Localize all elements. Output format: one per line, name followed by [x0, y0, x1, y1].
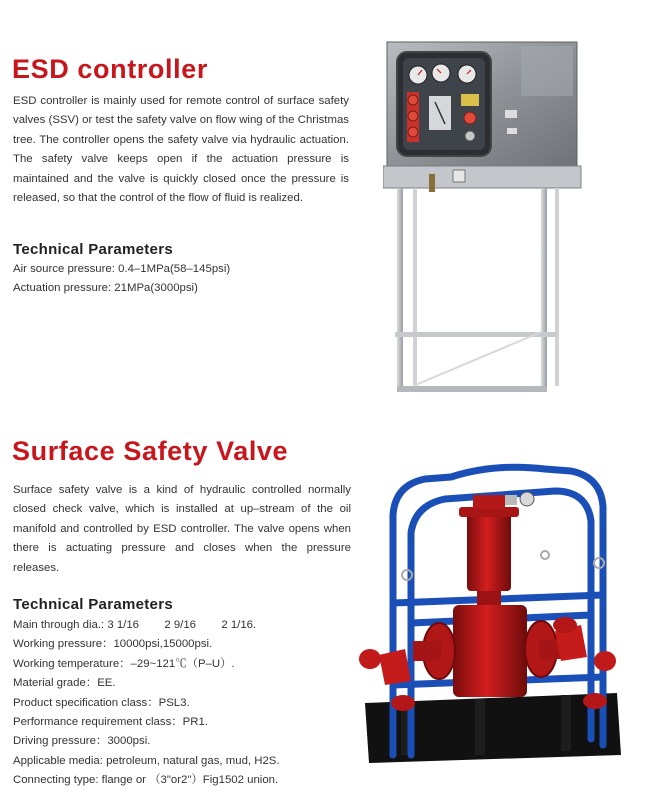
esd-title: ESD controller — [12, 54, 208, 84]
esd-controller-image — [383, 40, 583, 395]
ssv-param-material-grade: Material grade：EE. — [13, 677, 116, 690]
ssv-title: Surface Safety Valve — [12, 436, 289, 466]
ssv-param-media: Applicable media: petroleum, natural gas, mud, H2S. — [13, 754, 280, 767]
ssv-param-psl: Product specification class：PSL3. — [13, 696, 190, 709]
esd-param-actuation: Actuation pressure: 21MPa(3000psi) — [13, 282, 198, 295]
ssv-param-connecting-type: Connecting type: flange or （3"or2"）Fig1502 union. — [13, 774, 279, 787]
esd-param-air-source: Air source pressure: 0.4–1MPa(58–145psi) — [13, 263, 231, 275]
esd-params-title: Technical Parameters — [13, 241, 173, 258]
esd-description: ESD controller is mainly used for remote control of surface safety valves (SSV) or test the safety valve on flow wing of the Christmas tree. The controller opens the safety valve via hydraulic actuation. The safety valve keeps open if the actuation pressure is maintained and the valve is quickly closed once the pressure is released, so that the control of the flow of fluid is realized. — [13, 95, 349, 205]
ssv-param-pr: Performance requirement class：PR1. — [13, 715, 208, 728]
ssv-params-list — [13, 616, 280, 791]
ssv-description: Surface safety valve is a kind of hydraulic controlled normally closed check valve, which is installed at up–stream of the oil manifold and controlled by ESD controller. The valve opens when there is actuating pressure and closes when the pressure releases. — [13, 484, 351, 574]
ssv-param-working-pressure: Working pressure：10000psi,15000psi. — [13, 638, 213, 651]
ssv-params-title: Technical Parameters — [13, 596, 173, 613]
ssv-image — [355, 455, 637, 767]
ssv-param-working-temperature: Working temperature：–29~121℃（P–U）. — [13, 657, 235, 670]
ssv-param-main-dia: Main through dia.: 3 1/16 2 9/16 2 1/16. — [13, 619, 257, 631]
ssv-param-driving-pressure: Driving pressure：3000psi. — [13, 735, 151, 748]
esd-params-list — [13, 260, 230, 299]
